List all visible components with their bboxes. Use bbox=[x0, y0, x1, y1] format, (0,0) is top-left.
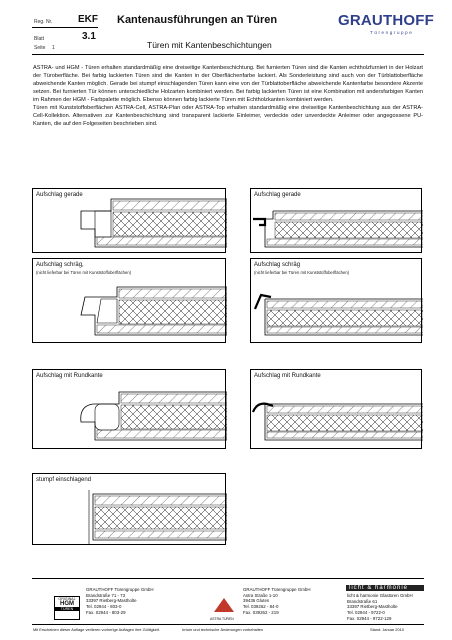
page-subtitle: Türen mit Kantenbeschichtungen bbox=[147, 40, 272, 50]
panel-stumpf-einschlagend bbox=[32, 473, 226, 545]
panel-rundkante-left bbox=[32, 369, 226, 449]
panel-aufschlag-schraeg-right bbox=[250, 258, 422, 343]
panel-label: Aufschlag mit Rundkante bbox=[36, 373, 103, 379]
panel-aufschlag-gerade-right bbox=[250, 188, 422, 253]
door-edge-drawing bbox=[33, 259, 227, 344]
stand-date: Stand: Januar 2010 bbox=[370, 627, 404, 632]
address-line: 39436 Gluten bbox=[243, 598, 270, 604]
seite-label: Seite bbox=[34, 45, 46, 51]
hgm-badge-top: ORIGINAL bbox=[58, 597, 76, 601]
address-line: Tel. 02944 - 9722-0 bbox=[347, 610, 385, 616]
reg-label: Reg. Nr. bbox=[34, 19, 53, 25]
blatt-value: 3.1 bbox=[82, 31, 96, 42]
address-line: GRAUTHOFF Türengruppe GmbH bbox=[243, 587, 311, 592]
panel-label: stumpf einschlagend bbox=[36, 477, 92, 483]
address-line: Fax. 02944 - 803-29 bbox=[86, 609, 126, 615]
address-block-3 bbox=[347, 593, 413, 622]
seite-value: 1 bbox=[52, 45, 55, 51]
validity-note: Mit Erscheinen dieser Auflage verlieren vorherige Auflagen ihre Gültigkeit. bbox=[33, 627, 160, 632]
door-edge-drawing bbox=[33, 474, 227, 546]
door-edge-drawing bbox=[251, 189, 423, 254]
address-block-1 bbox=[86, 587, 154, 616]
grauthoff-logo: GRAUTHOFF bbox=[338, 12, 434, 29]
door-edge-drawing bbox=[251, 370, 423, 450]
address-line: Tel. 02944 - 803-0 bbox=[86, 604, 122, 610]
panel-label: Aufschlag gerade bbox=[36, 192, 83, 198]
intro-para-1: ASTRA- und HGM - Türen erhalten standardmäßig eine dreiseitige Kantenbeschichtung. Bei furnierten Türen sind die Kanten echtholzfurniert in der Holzart der Türoberfläche. Bei farbig lackierten Türen sind die Kanten in der Oberflächenfarbe lackiert. Als Sonderleistung sind auch von der Türblattoberfläche abweichende Kanten möglich. Gerade bei stumpf einschlagenden Türen kann eine von der Türblattoberfläche abweichende Kantenfarbe besondere Akzente setzen. Bei furnierten Tür können unterschiedliche Holzarten kombiniert werden. Bei farbig lackierten Türen ist eine Kombination mit andersfarbigen Kanten im Rahmen der HGM - Farbpalette möglich. Ebenso können farbig lackierte Türen mit Echtholzkanten kombiniert werden. bbox=[33, 65, 423, 103]
astra-logo-text: ASTRA TÜREN bbox=[210, 617, 234, 621]
address-line: licht & harmonie Glastüren GmbH bbox=[347, 593, 413, 598]
hgm-badge bbox=[54, 596, 80, 620]
address-line: Brandstraße 61 bbox=[347, 598, 378, 604]
address-line: Fax. 039262 - 219 bbox=[243, 609, 279, 615]
panel-aufschlag-schraeg-left bbox=[32, 258, 226, 343]
address-line: 33397 Rietberg-Mastholte bbox=[86, 598, 137, 604]
door-edge-drawing bbox=[251, 259, 423, 344]
hgm-badge-mid: HGM bbox=[60, 601, 74, 607]
door-edge-drawing bbox=[33, 189, 227, 254]
address-block-2 bbox=[243, 587, 311, 616]
panel-label: Aufschlag schräg bbox=[254, 262, 301, 268]
panel-aufschlag-gerade-left bbox=[32, 188, 226, 253]
licht-harmonie-logo: licht & harmonie bbox=[346, 585, 424, 591]
panel-note: (nicht lieferbar bei Türen mit Kunststoffoberflächen) bbox=[36, 270, 132, 275]
address-line: Tel. 039262 - 84-0 bbox=[243, 604, 279, 610]
panel-label: Aufschlag gerade bbox=[254, 192, 301, 198]
hgm-badge-bot: TÜREN bbox=[55, 607, 79, 611]
address-line: 33397 Rietberg-Mastholte bbox=[347, 604, 398, 610]
panel-rundkante-right bbox=[250, 369, 422, 449]
door-edge-drawing bbox=[33, 370, 227, 450]
intro-text bbox=[33, 65, 423, 129]
grauthoff-logo-sub: Türengruppe bbox=[370, 30, 414, 35]
address-line: Fax. 02944 - 9722-129 bbox=[347, 615, 392, 621]
panel-label: Aufschlag mit Rundkante bbox=[254, 373, 321, 379]
address-line: GRAUTHOFF Türengruppe GmbH bbox=[86, 587, 154, 592]
astra-logo bbox=[210, 598, 234, 621]
intro-para-2: Türen mit Kunststoffoberflächen ASTRA-Cell, ASTRA-Plan oder ASTRA-Top erhalten standardmäßig eine dreiseitige Kantenbeschichtung aus der ASTRA-Cell-Kollektion. Alternativen zur Kantenbeschichtung sind transparent lackierte Einleimer, verdeckte oder unverdeckte Anleimer oder angegossene PU-Kanten, die auf den Folgeseiten beschrieben sind. bbox=[33, 104, 423, 127]
panel-label: Aufschlag schräg, bbox=[36, 262, 84, 268]
disclaimer-note: Irrtum und technische Änderungen vorbehalten bbox=[182, 627, 264, 632]
astra-triangle-icon bbox=[214, 598, 234, 612]
panel-note: (nicht lieferbar bei Türen mit Kunststoffoberflächen) bbox=[254, 270, 350, 275]
page-title: Kantenausführungen an Türen bbox=[117, 14, 278, 26]
blatt-label: Blatt bbox=[34, 36, 45, 42]
address-line: Brandstraße 71 - 73 bbox=[86, 592, 126, 598]
address-line: Astra Straße 1-10 bbox=[243, 592, 278, 598]
reg-value: EKF bbox=[78, 14, 98, 25]
